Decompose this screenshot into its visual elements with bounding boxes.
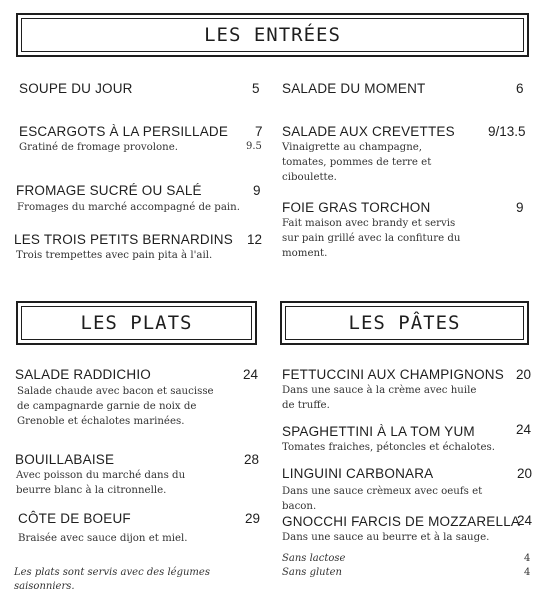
item-name: BOUILLABAISE [15,452,115,467]
plats-header [16,301,257,345]
item-name: GNOCCHI FARCIS DE MOZZARELLA [282,514,521,529]
item-name: SALADE DU MOMENT [282,81,426,96]
plats-note: Les plats sont servis avec des légumes saisonniers. [14,567,210,592]
item-name: LES TROIS PETITS BERNARDINS [14,232,233,247]
item-name: ESCARGOTS À LA PERSILLADE [19,124,229,139]
item-price: 6 [516,81,524,96]
item-price: 9 [253,183,261,198]
item-name: FOIE GRAS TORCHON [282,200,431,215]
item-price: 9/13.5 [488,124,526,139]
item-name: FETTUCCINI AUX CHAMPIGNONS [282,367,504,382]
item-price: 12 [247,232,263,247]
option-label: Sans lactose [282,553,346,564]
item-price: 20 [517,466,533,481]
item-name: CÔTE DE BOEUF [18,511,131,526]
item-price: 20 [516,367,532,382]
option-label: Sans gluten [282,567,342,578]
pates-header [280,301,529,345]
item-price: 29 [245,511,261,526]
item-description: Braisée avec sauce dijon et miel. [18,533,188,544]
item-description: Vinaigrette au champagne, tomates, pommes de terre et ciboulette. [282,142,432,183]
item-description: Trois trempettes avec pain pita à l'ail. [16,250,213,261]
pates-title: LES PÂTES [348,312,461,334]
item-description: Fait maison avec brandy et servis sur pain grillé avec la confiture du moment. [282,218,461,259]
item-description: Fromages du marché accompagné de pain. [17,202,240,213]
item-description: Gratiné de fromage provolone. [19,142,178,153]
plats-title: LES PLATS [80,312,193,334]
option-price: 4 [524,553,531,564]
item-name: FROMAGE SUCRÉ OU SALÉ [16,183,202,198]
item-name: SALADE AUX CREVETTES [282,124,455,139]
item-name: LINGUINI CARBONARA [282,466,434,481]
item-name: SALADE RADDICHIO [15,367,151,382]
entrees-title: LES ENTRÉES [204,24,341,46]
item-price: 24 [517,513,533,528]
item-price: 24 [243,367,259,382]
item-extra-price: 9.5 [246,141,262,152]
item-price: 28 [244,452,260,467]
item-description: Dans une sauce à la crème avec huile de truffe. [282,385,477,411]
item-name: SOUPE DU JOUR [19,81,133,96]
item-price: 5 [252,81,260,96]
item-price: 7 [255,124,263,139]
item-description: Dans une sauce crèmeux avec oeufs et bacon. [282,486,483,512]
entrees-header [16,13,529,57]
item-price: 24 [516,422,532,437]
item-description: Salade chaude avec bacon et saucisse de campagnarde garnie de noix de Grenoble et échalotes marinées. [17,386,214,427]
option-price: 4 [524,567,531,578]
item-name: SPAGHETTINI À LA TOM YUM [282,424,475,439]
item-price: 9 [516,200,524,215]
item-description: Avec poisson du marché dans du beurre blanc à la citronnelle. [16,470,186,496]
item-description: Tomates fraiches, pétoncles et échalotes. [282,442,495,453]
item-description: Dans une sauce au beurre et à la sauge. [282,532,490,543]
